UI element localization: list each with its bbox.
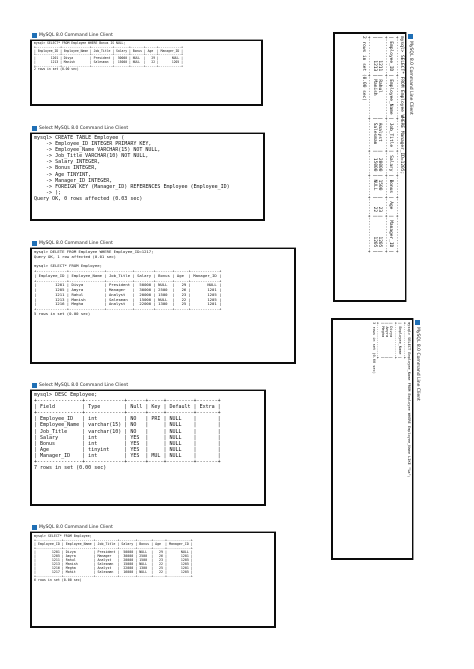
output-text: mysql> CREATE TABLE Employee ( -> Employee_ID INTEGER PRIMARY KEY, -> Employee_Name VARCHAR(15) NOT NULL, -> Job_Title VARCHAR(10) NOT NULL, -> Salary INTEGER, -> Bonus INTEGER, -> Age TINYINT, -> Manager_ID INTEGER, -> FOREIGN KEY (Manager_ID) REFERENCES Employee (Employee_ID) -> ); Query OK, 0 rows affected (0.03 sec) <box>34 135 230 202</box>
title-bar[interactable] <box>30 382 266 390</box>
title-bar[interactable] <box>406 32 414 302</box>
title-bar[interactable] <box>30 240 296 248</box>
output-text: mysql> DESC Employee; +---------------+-------------+------+-----+---------+-------+ | Field | Type | Null | Key | Default | Extra | +---------------+-------------+------+-----+---------+-------+ | Employee_ID | int | NO | PRI | NULL | | | Employee_Name | varchar(15) | NO | | NULL | | | Job_Title | varchar(10) | NO | | NULL | | | Salary | int | YES | | NULL | | | Bonus | int | YES | | NULL | | | Age | tinyint | YES | | NULL | | | Manager_ID | int | YES | MUL | NULL | | +---------------+-------------+------+-----+---------+-------+ 7 rows in set (0.00 sec) <box>34 392 221 472</box>
terminal-window-select-all[interactable] <box>30 524 276 628</box>
terminal-window-like-rotated[interactable] <box>331 318 421 560</box>
window-title: MySQL 8.0 Command Line Client <box>39 525 113 530</box>
terminal-output[interactable] <box>32 134 263 219</box>
terminal-output[interactable] <box>32 391 264 504</box>
title-bar[interactable] <box>30 125 265 133</box>
terminal-window-delete[interactable] <box>30 240 296 364</box>
window-title: MySQL 8.0 Command Line Client <box>39 33 113 38</box>
terminal-window-manager-rotated[interactable] <box>333 32 414 302</box>
window-title: MySQL 8.0 Command Line Client <box>39 241 113 246</box>
mysql-app-icon <box>32 383 37 388</box>
window-title: MySQL 8.0 Command Line Client <box>408 41 413 115</box>
output-text: mysql> DELETE FROM Employee WHERE Employee_ID=1217; Query OK, 1 row affected (0.01 sec) mysql> SELECT* FROM Employee; +-------------+---------------+-----------+--------+-------+------+------------+ | Employee_ID | Employee_Name | Job_Title | Salary | Bonus | Age | Manager_ID | +-------------+---------------+-----------+--------+-------+------+------------+ | 1201 | Divya | President | 50000 | NULL | 29 | NULL | | 1205 | Amyra | Manager | 30000 | 2500 | 26 | 1201 | | 1211 | Rahul | Analyst | 20000 | 1500 | 23 | 1205 | | 1213 | Manish | Salesman | 15000 | NULL | 22 | 1205 | | 1216 | Megha | Analyst | 22000 | 1300 | 25 | 1201 | +-------------+---------------+-----------+--------+-------+------+------------+ 5 rows in set (0.00 sec) <box>34 249 222 316</box>
output-text: mysql> SELECT Employee_Name FROM Employee WHERE Employee_Name LIKE "%a"; +---------------+ | Employee_Name | +---------------+ | Divya | | Amyra | | Megha | +---------------+ 3 rows in set (0.00 sec) <box>372 322 411 478</box>
terminal-output[interactable] <box>333 320 412 558</box>
title-bar[interactable] <box>413 318 421 560</box>
mysql-app-icon <box>32 241 37 246</box>
mysql-app-icon <box>32 525 37 530</box>
window-title: Select MySQL 8.0 Command Line Client <box>39 126 129 131</box>
terminal-output[interactable] <box>32 41 261 104</box>
output-text: mysql> SELECT* FROM Employee WHERE Manager_ID=1205; +-------------+---------------+-----------+--------+-------+------+------------+ | Employee_ID | Employee_Name | Job_Title | Salary | Bonus | Age | Manager_ID | +-------------+---------------+-----------+--------+-------+------+------------+ | 1211 | Rahul | Analyst | 20000 | 1500 | 23 | 1205 | | 1213 | Manish | Salesman | 15000 | NULL | 22 | 1205 | +-------------+---------------+-----------+--------+-------+------+------------+ 2 rows in set (0.00 sec) <box>360 36 404 253</box>
terminal-output[interactable] <box>32 533 274 626</box>
mysql-app-icon <box>32 126 37 131</box>
mysql-app-icon <box>32 33 37 38</box>
terminal-window-create-table[interactable] <box>30 125 265 221</box>
title-bar[interactable] <box>30 524 276 532</box>
terminal-window-bonus-null[interactable] <box>30 32 263 106</box>
title-bar[interactable] <box>30 32 263 40</box>
terminal-window-desc[interactable] <box>30 382 266 506</box>
terminal-output[interactable] <box>32 249 294 362</box>
output-text: mysql> SELECT* FROM Employee WHERE Bonus IS NULL; +-------------+---------------+-----------+--------+-------+------+------------+ | Employee_ID | Employee_Name | Job_Title | Salary | Bonus | Age | Manager_ID | +-------------+---------------+-----------+--------+-------+------+------------+ | 1201 | Divya | President | 50000 | NULL | 29 | NULL | | 1213 | Manish | Salesman | 15000 | NULL | 22 | 1205 | +-------------+---------------+-----------+--------+-------+------+------------+ 2 rows in set (0.00 sec) <box>34 41 184 72</box>
mysql-app-icon <box>408 34 413 39</box>
mysql-app-icon <box>415 320 420 325</box>
terminal-output[interactable] <box>335 34 405 300</box>
window-title: Select MySQL 8.0 Command Line Client <box>39 383 129 388</box>
output-text: mysql> SELECT* FROM Employee; +-------------+---------------+-----------+--------+-------+------+------------+ | Employee_ID | Employee_Name | Job_Title | Salary | Bonus | Age | Manager_ID | +-------------+---------------+-----------+--------+-------+------+------------+ | 1201 | Divya | President | 50000 | NULL | 29 | NULL | | 1205 | Amyra | Manager | 30000 | 2500 | 26 | 1201 | | 1211 | Rahul | Analyst | 20000 | 1500 | 23 | 1205 | | 1213 | Manish | Salesman | 15000 | NULL | 22 | 1205 | | 1216 | Megha | Analyst | 22000 | 1300 | 25 | 1201 | | 1217 | Mohit | Salesman | 16000 | NULL | 22 | 1205 | +-------------+---------------+-----------+--------+-------+------+------------+ 6 rows in set (0.00 sec) <box>34 534 193 583</box>
window-title: MySQL 8.0 Command Line Client <box>415 327 420 401</box>
